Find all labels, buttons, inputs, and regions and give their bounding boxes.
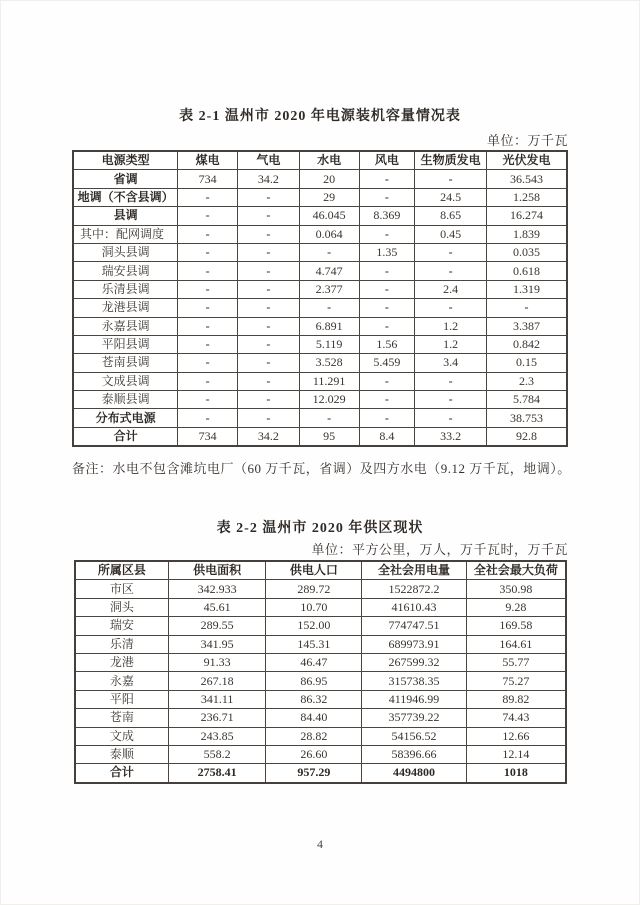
table-cell: - (486, 299, 567, 317)
table1-unit-label: 单位：万千瓦 (486, 133, 568, 148)
table-cell: 45.61 (168, 598, 266, 616)
table-row (75, 745, 566, 763)
table-cell: 8.4 (359, 427, 415, 446)
table-cell: - (178, 243, 238, 261)
table-cell: 74.43 (466, 709, 566, 727)
row-label: 文成县调 (73, 372, 178, 390)
column-header: 供电面积 (168, 561, 266, 580)
table-cell: 16.274 (486, 207, 567, 225)
row-label: 洞头县调 (73, 243, 178, 261)
table-row (73, 262, 567, 280)
table-cell: - (415, 391, 487, 409)
table-cell: 12.66 (466, 727, 566, 745)
table-cell: 1.2 (415, 335, 487, 353)
table-cell: 0.45 (415, 225, 487, 243)
table-cell: - (178, 299, 238, 317)
table-cell: 5.459 (359, 354, 415, 372)
table-cell: - (178, 335, 238, 353)
table1-note: 备注：水电不包含滩坑电厂（60 万千瓦，省调）及四方水电（9.12 万千瓦，地调）。 (72, 461, 571, 476)
row-label: 永嘉 (75, 672, 168, 690)
column-header: 水电 (299, 151, 359, 170)
table2-unit-label: 单位：平方公里，万人，万千瓦时，万千瓦 (311, 542, 568, 557)
column-header: 煤电 (178, 151, 238, 170)
table-cell: 46.47 (266, 653, 362, 671)
table-cell: 86.95 (266, 672, 362, 690)
table-cell: 55.77 (466, 653, 566, 671)
table-cell: 236.71 (168, 709, 266, 727)
table-cell: 58396.66 (362, 745, 467, 763)
row-label: 乐清 (75, 635, 168, 653)
row-label: 平阳县调 (73, 335, 178, 353)
table-row (75, 764, 566, 783)
table-cell: 11.291 (299, 372, 359, 390)
table-cell: - (237, 372, 299, 390)
row-label: 平阳 (75, 690, 168, 708)
table-cell: 411946.99 (362, 690, 467, 708)
column-header: 所属区县 (75, 561, 168, 580)
table-cell: 92.8 (486, 427, 567, 446)
table-cell: - (237, 391, 299, 409)
table-cell: 774747.51 (362, 617, 467, 635)
table-cell: 12.14 (466, 745, 566, 763)
table-row (73, 299, 567, 317)
table-cell: 734 (178, 170, 238, 188)
table-cell: 54156.52 (362, 727, 467, 745)
row-label: 苍南 (75, 709, 168, 727)
table-cell: 91.33 (168, 653, 266, 671)
table-cell: 350.98 (466, 580, 566, 598)
table-cell: 5.784 (486, 391, 567, 409)
table-cell: - (237, 207, 299, 225)
row-label: 县调 (73, 207, 178, 225)
table-cell: 169.58 (466, 617, 566, 635)
column-header: 全社会用电量 (362, 561, 467, 580)
table-cell: - (178, 354, 238, 372)
table-row (73, 335, 567, 353)
table-cell: 267.18 (168, 672, 266, 690)
column-header: 光伏发电 (486, 151, 567, 170)
table-cell: 0.035 (486, 243, 567, 261)
table-cell: 8.65 (415, 207, 487, 225)
table-cell: - (237, 188, 299, 206)
row-label: 泰顺 (75, 745, 168, 763)
table-cell: 75.27 (466, 672, 566, 690)
table-cell: 243.85 (168, 727, 266, 745)
table-cell: 145.31 (266, 635, 362, 653)
table-cell: - (178, 207, 238, 225)
table-cell: 0.064 (299, 225, 359, 243)
table-cell: 26.60 (266, 745, 362, 763)
table-cell: 2758.41 (168, 764, 266, 783)
table2-title: 表 2-2 温州市 2020 年供区现状 (216, 521, 424, 536)
table-cell: - (299, 409, 359, 427)
row-label: 地调（不含县调） (73, 188, 178, 206)
table-cell: 29 (299, 188, 359, 206)
table-cell: 95 (299, 427, 359, 446)
table-cell: 1.2 (415, 317, 487, 335)
table-cell: 6.891 (299, 317, 359, 335)
table-cell: - (415, 299, 487, 317)
table-cell: - (359, 317, 415, 335)
table-cell: 84.40 (266, 709, 362, 727)
table-cell: 20 (299, 170, 359, 188)
table-cell: 8.369 (359, 207, 415, 225)
table-cell: 341.95 (168, 635, 266, 653)
row-label: 分布式电源 (73, 409, 178, 427)
row-label: 苍南县调 (73, 354, 178, 372)
table-cell: 2.3 (486, 372, 567, 390)
table-cell: 41610.43 (362, 598, 467, 616)
table-cell: 558.2 (168, 745, 266, 763)
table-cell: 4494800 (362, 764, 467, 783)
table-row (73, 409, 567, 427)
table-row (75, 580, 566, 598)
table-row (75, 617, 566, 635)
table-cell: - (359, 391, 415, 409)
table-cell: 24.5 (415, 188, 487, 206)
table-cell: - (237, 354, 299, 372)
row-label: 省调 (73, 170, 178, 188)
table-cell: 341.11 (168, 690, 266, 708)
row-label: 龙港 (75, 653, 168, 671)
table-cell: 164.61 (466, 635, 566, 653)
table-cell: - (359, 170, 415, 188)
table-cell: - (178, 225, 238, 243)
table-row (73, 170, 567, 188)
table-cell: 957.29 (266, 764, 362, 783)
row-label: 瑞安 (75, 617, 168, 635)
table-cell: - (415, 409, 487, 427)
table-cell: 12.029 (299, 391, 359, 409)
table-cell: - (178, 409, 238, 427)
table-cell: - (237, 335, 299, 353)
table-cell: 734 (178, 427, 238, 446)
row-label: 其中：配网调度 (73, 225, 178, 243)
table-cell: 1.258 (486, 188, 567, 206)
table-cell: - (415, 170, 487, 188)
row-label: 乐清县调 (73, 280, 178, 298)
table-cell: 315738.35 (362, 672, 467, 690)
table-cell: - (178, 372, 238, 390)
table-cell: 0.842 (486, 335, 567, 353)
table-cell: - (178, 391, 238, 409)
table-row (73, 354, 567, 372)
power-capacity-table (72, 150, 568, 447)
table-row (75, 635, 566, 653)
table-cell: 36.543 (486, 170, 567, 188)
table-cell: - (237, 317, 299, 335)
table-cell: - (359, 299, 415, 317)
table-cell: 1.56 (359, 335, 415, 353)
table1-title: 表 2-1 温州市 2020 年电源装机容量情况表 (179, 109, 461, 124)
table-row (75, 653, 566, 671)
table-cell: 34.2 (237, 427, 299, 446)
column-header: 全社会最大负荷 (466, 561, 566, 580)
column-header: 风电 (359, 151, 415, 170)
table-cell: - (178, 317, 238, 335)
column-header: 生物质发电 (415, 151, 487, 170)
table-cell: - (237, 243, 299, 261)
table-cell: 342.933 (168, 580, 266, 598)
table-row (73, 188, 567, 206)
table-cell: 689973.91 (362, 635, 467, 653)
page-number: 4 (317, 837, 323, 851)
row-label: 龙港县调 (73, 299, 178, 317)
table-cell: 10.70 (266, 598, 362, 616)
table-cell: - (237, 299, 299, 317)
table-cell: 3.528 (299, 354, 359, 372)
row-label: 洞头 (75, 598, 168, 616)
table-row (75, 672, 566, 690)
table-row (73, 243, 567, 261)
table-row (75, 690, 566, 708)
table-cell: 3.4 (415, 354, 487, 372)
table-row (73, 225, 567, 243)
table-header-row (73, 151, 567, 170)
supply-area-table (74, 560, 567, 784)
table-cell: - (359, 262, 415, 280)
table-cell: 9.28 (466, 598, 566, 616)
table-cell: - (359, 372, 415, 390)
column-header: 电源类型 (73, 151, 178, 170)
table-cell: - (359, 188, 415, 206)
table-row (73, 427, 567, 446)
table-cell: 5.119 (299, 335, 359, 353)
row-label: 文成 (75, 727, 168, 745)
table-cell: 89.82 (466, 690, 566, 708)
table-cell: 38.753 (486, 409, 567, 427)
table-row (75, 598, 566, 616)
table-cell: 0.15 (486, 354, 567, 372)
table-cell: 0.618 (486, 262, 567, 280)
table-cell: 289.55 (168, 617, 266, 635)
table-row (73, 391, 567, 409)
table-cell: 1.839 (486, 225, 567, 243)
table-cell: 86.32 (266, 690, 362, 708)
row-label: 泰顺县调 (73, 391, 178, 409)
table-row (75, 727, 566, 745)
table-cell: 33.2 (415, 427, 487, 446)
table-cell: - (237, 225, 299, 243)
table-row (73, 317, 567, 335)
table-cell: 1522872.2 (362, 580, 467, 598)
table-cell: 357739.22 (362, 709, 467, 727)
table-cell: - (178, 188, 238, 206)
table-cell: 267599.32 (362, 653, 467, 671)
table-cell: - (237, 262, 299, 280)
table-cell: 1018 (466, 764, 566, 783)
table-cell: 2.4 (415, 280, 487, 298)
table-cell: 289.72 (266, 580, 362, 598)
table-cell: 2.377 (299, 280, 359, 298)
table-header-row (75, 561, 566, 580)
table-cell: - (415, 243, 487, 261)
column-header: 气电 (237, 151, 299, 170)
table-cell: 152.00 (266, 617, 362, 635)
table-row (73, 372, 567, 390)
table-cell: - (299, 299, 359, 317)
row-label: 合计 (75, 764, 168, 783)
table-cell: - (178, 262, 238, 280)
table-cell: 1.319 (486, 280, 567, 298)
table-cell: - (415, 262, 487, 280)
table-cell: 34.2 (237, 170, 299, 188)
row-label: 永嘉县调 (73, 317, 178, 335)
row-label: 瑞安县调 (73, 262, 178, 280)
table-cell: - (237, 280, 299, 298)
table-row (73, 207, 567, 225)
column-header: 供电人口 (266, 561, 362, 580)
table-cell: 46.045 (299, 207, 359, 225)
row-label: 市区 (75, 580, 168, 598)
table-cell: 28.82 (266, 727, 362, 745)
table-cell: 4.747 (299, 262, 359, 280)
table-cell: - (415, 372, 487, 390)
table-cell: - (359, 280, 415, 298)
table-cell: 3.387 (486, 317, 567, 335)
table-cell: - (178, 280, 238, 298)
table-cell: - (237, 409, 299, 427)
table-cell: - (359, 225, 415, 243)
table-cell: - (299, 243, 359, 261)
row-label: 合计 (73, 427, 178, 446)
table-row (73, 280, 567, 298)
table-cell: - (359, 409, 415, 427)
table-cell: 1.35 (359, 243, 415, 261)
table-row (75, 709, 566, 727)
